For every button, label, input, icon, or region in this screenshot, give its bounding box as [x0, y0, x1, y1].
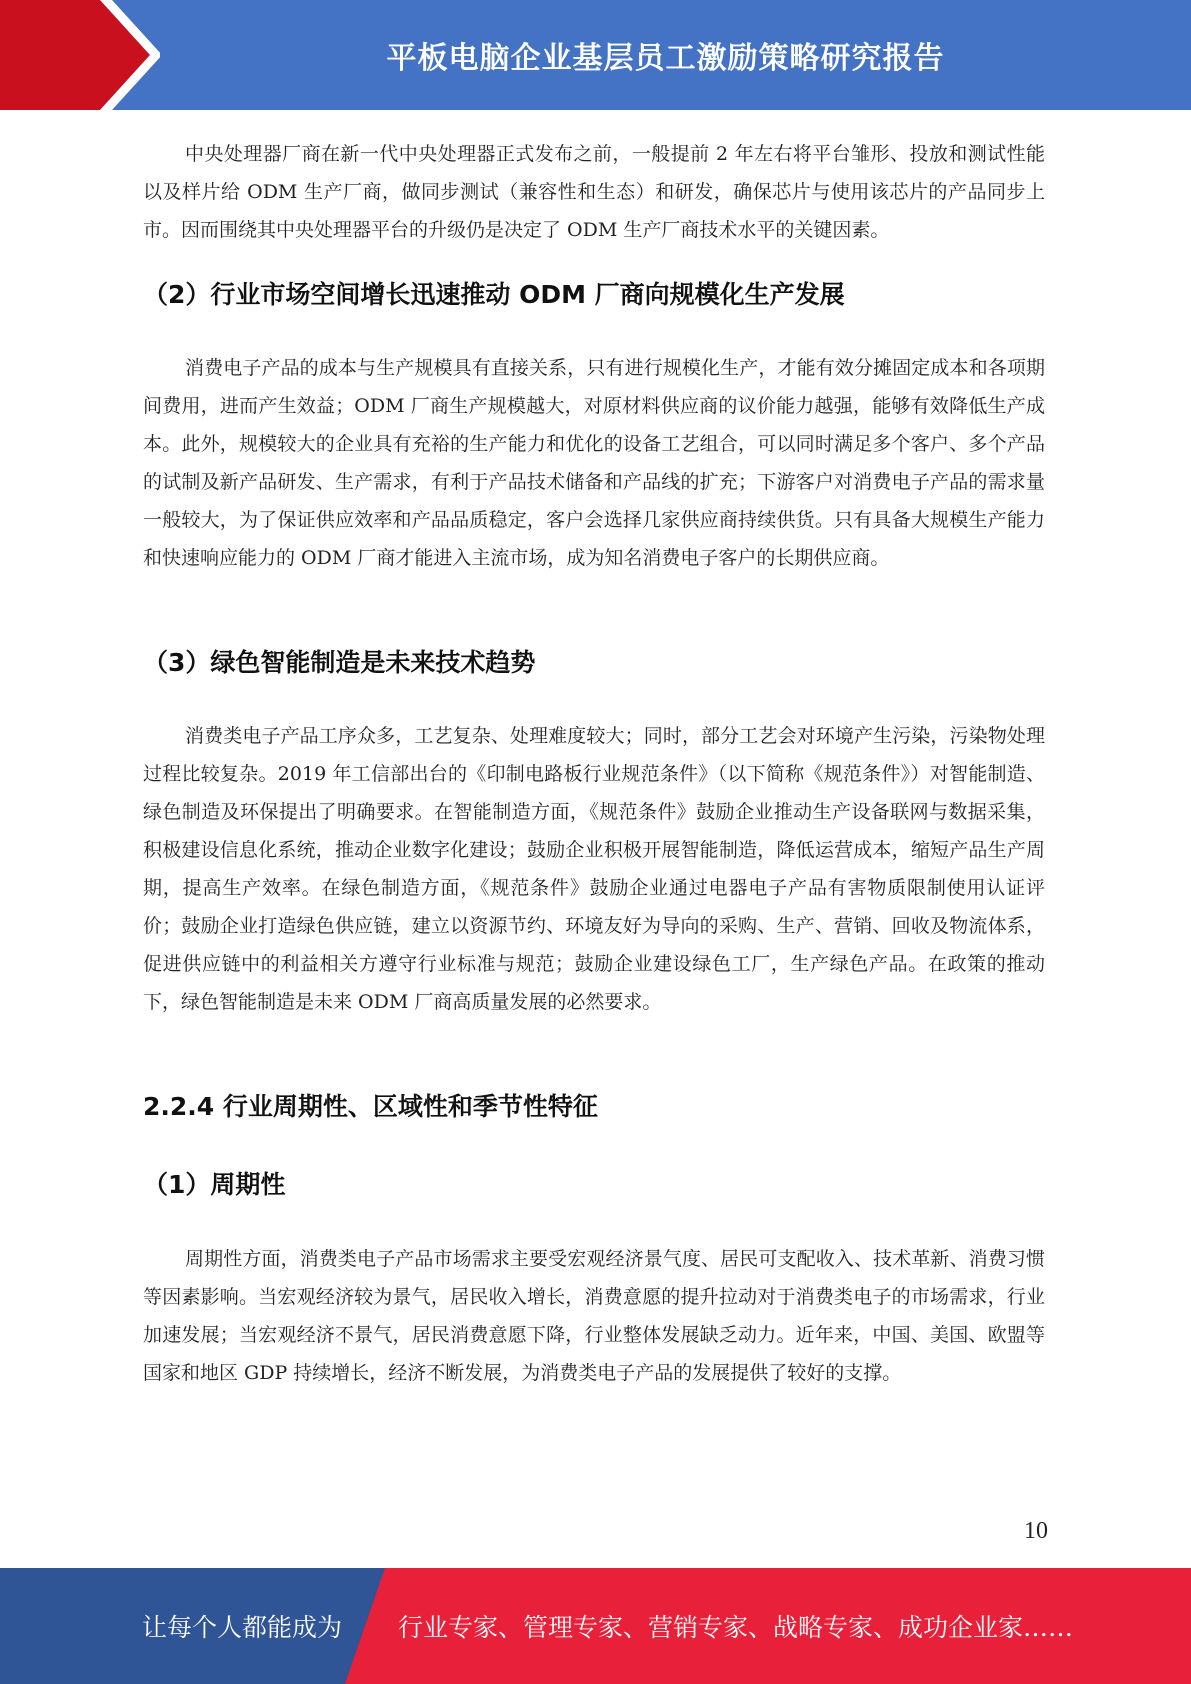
chevron-arrow-icon	[0, 0, 160, 110]
paragraph-periodicity: 周期性方面，消费类电子产品市场需求主要受宏观经济景气度、居民可支配收入、技术革新、消费习惯等因素影响。当宏观经济较为景气，居民收入增长，消费意愿的提升拉动对于消费类电子的市场需求，行业加速发展；当宏观经济不景气，居民消费意愿下降，行业整体发展缺乏动力。近年来，中国、美国、欧盟等国家和地区 GDP 持续增长，经济不断发展，为消费类电子产品的发展提供了较好的支撑。	[143, 1248, 1045, 1384]
heading-scale-production: （2）行业市场空间增长迅速推动 ODM 厂商向规模化生产发展	[143, 280, 845, 309]
footer-slogan-left: 让每个人都能成为	[142, 1613, 343, 1642]
page-number: 10	[1024, 1518, 1048, 1544]
page-header	[0, 0, 1191, 110]
section-heading-cyclicality: 2.2.4 行业周期性、区域性和季节性特征	[143, 1092, 598, 1121]
heading-periodicity: （1）周期性	[143, 1170, 286, 1199]
footer-slogan-right: 行业专家、管理专家、营销专家、战略专家、成功企业家……	[398, 1613, 1074, 1642]
paragraph-green-manufacturing: 消费类电子产品工序众多，工艺复杂、处理难度较大；同时，部分工艺会对环境产生污染，污染物处理过程比较复杂。2019 年工信部出台的《印制电路板行业规范条件》（以下简称《规范条件》）对智能制造、绿色制造及环保提出了明确要求。在智能制造方面，《规范条件》鼓励企业推动生产设备联网与数据采集，积极建设信息化系统，推动企业数字化建设；鼓励企业积极开展智能制造，降低运营成本，缩短产品生产周期，提高生产效率。在绿色制造方面，《规范条件》鼓励企业通过电器电子产品有害物质限制使用认证评价；鼓励企业打造绿色供应链，建立以资源节约、环境友好为导向的采购、生产、营销、回收及物流体系，促进供应链中的利益相关方遵守行业标准与规范；鼓励企业建设绿色工厂，生产绿色产品。在政策的推动下，绿色智能制造是未来 ODM 厂商高质量发展的必然要求。	[143, 725, 1045, 1013]
paragraph-scale-production: 消费电子产品的成本与生产规模具有直接关系，只有进行规模化生产，才能有效分摊固定成本和各项期间费用，进而产生效益；ODM 厂商生产规模越大，对原材料供应商的议价能力越强，能够有效降低生产成本。此外，规模较大的企业具有充裕的生产能力和优化的设备工艺组合，可以同时满足多个客户、多个产品的试制及新产品研发、生产需求，有利于产品技术储备和产品线的扩充；下游客户对消费电子产品的需求量一般较大，为了保证供应效率和产品品质稳定，客户会选择几家供应商持续供货。只有具备大规模生产能力和快速响应能力的 ODM 厂商才能进入主流市场，成为知名消费电子客户的长期供应商。	[143, 357, 1045, 569]
report-title: 平板电脑企业基层员工激励策略研究报告	[386, 41, 945, 76]
page-footer	[0, 1568, 1191, 1684]
paragraph-cpu-platform: 中央处理器厂商在新一代中央处理器正式发布之前，一般提前 2 年左右将平台雏形、投放和测试性能以及样片给 ODM 生产厂商，做同步测试（兼容性和生态）和研发，确保芯片与使用该芯片的产品同步上市。因而围绕其中央处理器平台的升级仍是决定了 ODM 生产厂商技术水平的关键因素。	[143, 143, 1045, 241]
heading-green-manufacturing: （3）绿色智能制造是未来技术趋势	[143, 648, 536, 677]
